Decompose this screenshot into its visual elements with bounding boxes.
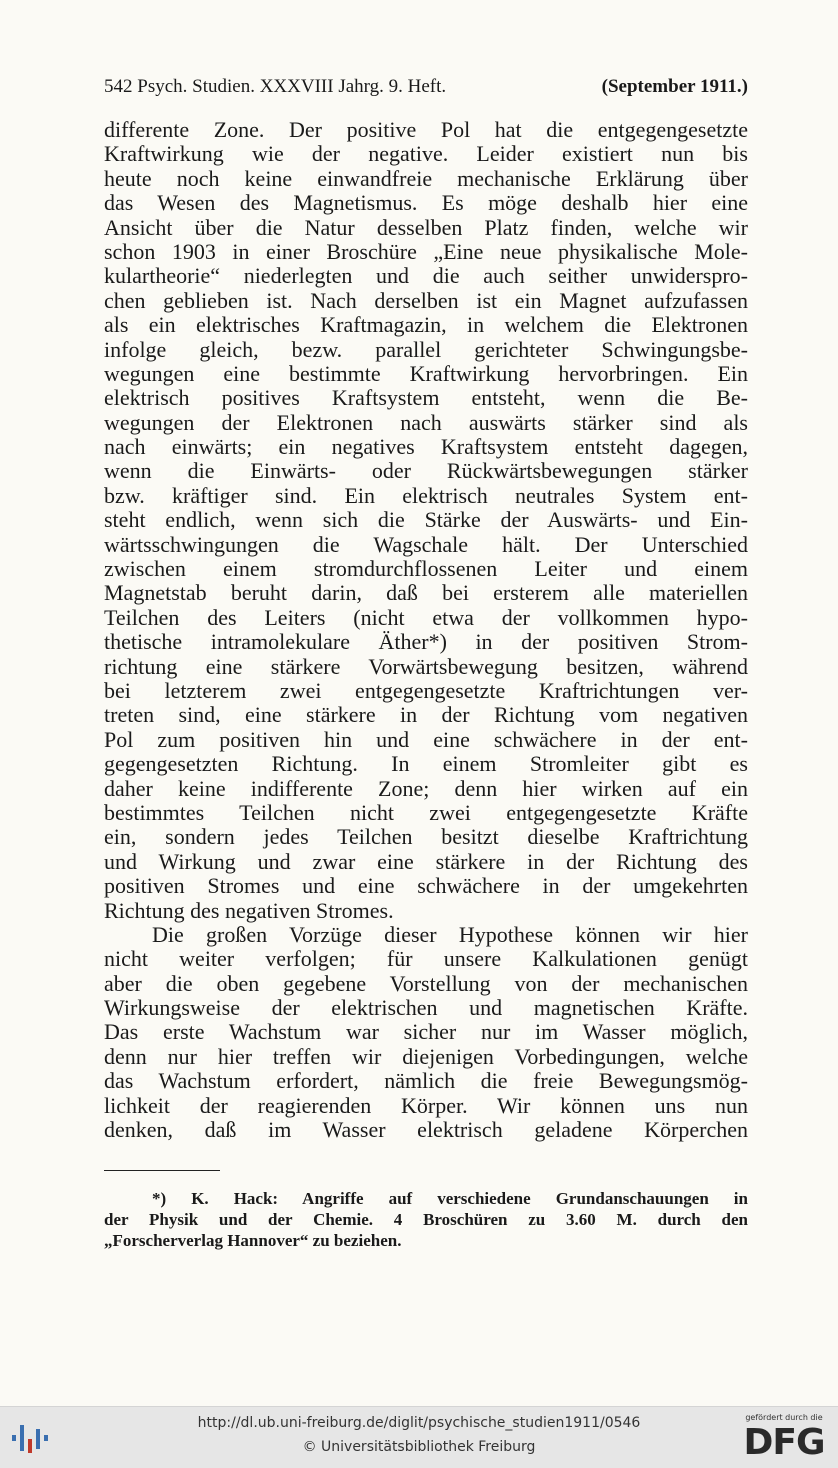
text-line: Richtung des negativen Stromes. (104, 897, 394, 923)
footnote (104, 1188, 748, 1251)
footnote-line: *) K. Hack: Angriffe auf verschiedene Grundanschauungen in (152, 1189, 748, 1208)
footnote-line: „Forscherverlag Hannover“ zu beziehen. (104, 1231, 402, 1250)
text-line: thetische intramolekulare Äther*) in der positiven Strom- (104, 629, 748, 655)
text-line: das Wachstum erfordert, nämlich die freie Bewegungsmög- (104, 1068, 748, 1094)
text-line: steht endlich, wenn sich die Stärke der Auswärts- und Ein- (104, 507, 748, 533)
text-line: und Wirkung und zwar eine stärkere in der Richtung des (104, 848, 748, 874)
text-line: gegengesetzten Richtung. In einem Stromleiter gibt es (104, 751, 748, 777)
footnote-divider (104, 1170, 220, 1171)
text-line: Ansicht über die Natur desselben Platz finden, welche wir (104, 214, 748, 240)
text-line: Kraftwirkung wie der negative. Leider existiert nun bis (104, 141, 748, 167)
text-line: richtung eine stärkere Vorwärtsbewegung besitzen, während (104, 653, 748, 679)
text-line: wenn die Einwärts- oder Rückwärtsbewegungen stärker (104, 458, 748, 484)
dfg-logo[interactable] (738, 1413, 830, 1465)
dfg-caption: gefördert durch die (745, 1413, 823, 1422)
dfg-wordmark: DFG (743, 1422, 825, 1463)
text-line: ein, sondern jedes Teilchen besitzt dieselbe Kraftrichtung (104, 824, 748, 850)
text-line: denken, daß im Wasser elektrisch geladene Körperchen (104, 1117, 748, 1143)
text-line: nicht weiter verfolgen; für unsere Kalkulationen genügt (104, 946, 748, 972)
text-line: kulartheorie“ niederlegten und die auch seither unwiderspro- (104, 263, 748, 289)
text-line: zwischen einem stromdurchflossenen Leiter und einem (104, 556, 748, 582)
footnote-line: der Physik und der Chemie. 4 Broschüren zu 3.60 M. durch den (104, 1210, 748, 1229)
text-line: bzw. kräftiger sind. Ein elektrisch neutrales System ent- (104, 482, 748, 508)
text-line: wegungen der Elektronen nach auswärts stärker sind als (104, 409, 748, 435)
text-line: bei letzterem zwei entgegengesetzte Kraftrichtungen ver- (104, 677, 748, 703)
text-line: schon 1903 in einer Broschüre „Eine neue physikalische Mole- (104, 238, 748, 264)
text-line: wegungen eine bestimmte Kraftwirkung hervorbringen. Ein (104, 360, 748, 386)
text-line: chen geblieben ist. Nach derselben ist ein Magnet aufzufassen (104, 287, 748, 313)
running-header (104, 76, 748, 102)
text-line: Die großen Vorzüge dieser Hypothese können wir hier (152, 921, 748, 947)
running-head-date: (September 1911.) (601, 76, 748, 97)
text-line: elektrisch positives Kraftsystem entsteht, wenn die Be- (104, 385, 748, 411)
text-line: Teilchen des Leiters (nicht etwa der vollkommen hypo- (104, 604, 748, 630)
text-line: wärtsschwingungen die Wagschale hält. Der Unterschied (104, 531, 748, 557)
text-line: daher keine indifferente Zone; denn hier wirken auf ein (104, 775, 748, 801)
running-head-title: 542 Psych. Studien. XXXVIII Jahrg. 9. Heft. (104, 76, 447, 97)
text-line: differente Zone. Der positive Pol hat die entgegengesetzte (104, 117, 748, 142)
text-line: Pol zum positiven hin und eine schwächere in der ent- (104, 726, 748, 752)
text-line: heute noch keine einwandfreie mechanische Erklärung über (104, 165, 748, 191)
text-line: nach einwärts; ein negatives Kraftsystem entsteht dagegen, (104, 434, 748, 460)
permalink-url[interactable]: http://dl.ub.uni-freiburg.de/diglit/psychische_studien1911/0546 (197, 1415, 641, 1431)
text-line: treten sind, eine stärkere in der Richtung vom negativen (104, 702, 748, 728)
text-line: bestimmtes Teilchen nicht zwei entgegengesetzte Kräfte (104, 799, 748, 825)
viewer-footer (0, 1406, 838, 1468)
text-line: denn nur hier treffen wir diejenigen Vorbedingungen, welche (104, 1043, 748, 1069)
text-line: aber die oben gegebene Vorstellung von der mechanischen (104, 970, 748, 996)
text-line: lichkeit der reagierenden Körper. Wir können uns nun (104, 1092, 748, 1118)
text-line: als ein elektrisches Kraftmagazin, in welchem die Elektronen (104, 312, 748, 338)
text-line: positiven Stromes und eine schwächere in der umgekehrten (104, 873, 748, 899)
text-line: Magnetstab beruht darin, daß bei ersterem alle materiellen (104, 580, 748, 606)
text-line: das Wesen des Magnetismus. Es möge deshalb hier eine (104, 190, 748, 216)
text-line: infolge gleich, bezw. parallel gerichteter Schwingungsbe- (104, 336, 748, 362)
text-line: Wirkungsweise der elektrischen und magnetischen Kräfte. (104, 995, 748, 1021)
text-line: Das erste Wachstum war sicher nur im Wasser möglich, (104, 1019, 748, 1045)
copyright-notice: © Universitätsbibliothek Freiburg (302, 1439, 536, 1455)
body-text (104, 118, 748, 1142)
